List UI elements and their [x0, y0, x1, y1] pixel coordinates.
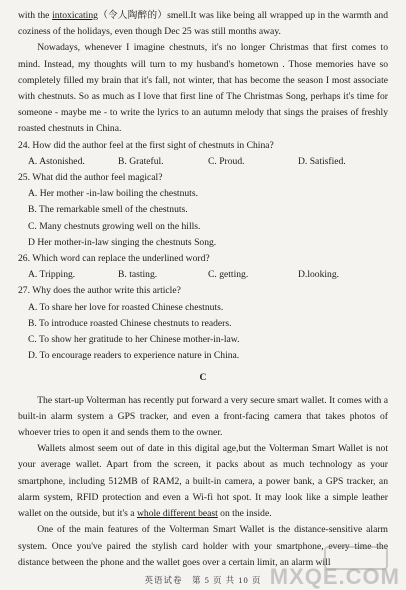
- question-stem: 25. What did the author feel magical?: [18, 172, 163, 184]
- option-b[interactable]: B. The remarkable smell of the chestnuts.: [28, 204, 188, 216]
- option-d[interactable]: D. To encourage readers to experience nature in China.: [28, 350, 240, 362]
- question-26: [18, 251, 388, 283]
- option-d[interactable]: D.looking.: [298, 269, 340, 281]
- section-label: C: [199, 372, 207, 384]
- options-row: [18, 267, 388, 283]
- text-run: （令人陶醉的）smell.It was like being all wrapped up in the warmth and coziness of the holidays, even though Dec 25 was still months away.: [18, 10, 389, 38]
- text-run: Wallets almost seem out of date in this digital age,but the Volterman Smart Wallet is not your average wallet. Apart from the screen, it packs about as much technology as your smartphone, including 512MB of RAM2, a built-in camera, a power bank, a GPS tracker, an alarm system, RFID protection and even a Wi-fi hot spot. It may look like a simple leather wallet on the outside, but it's a: [18, 443, 388, 520]
- option-d[interactable]: D. Satisfied.: [298, 155, 346, 167]
- watermark: MXQE.COM: [269, 564, 400, 589]
- option-a[interactable]: A. To share her love for roasted Chinese chestnuts.: [28, 301, 224, 313]
- option-c[interactable]: C. Many chestnuts growing well on the hills.: [28, 220, 201, 232]
- option-d[interactable]: D Her mother-in-law singing the chestnuts Song.: [28, 236, 217, 248]
- options-row: [18, 154, 388, 170]
- option-a[interactable]: A. Astonished.: [28, 155, 85, 167]
- question-stem: 26. Which word can replace the underlined word?: [18, 253, 210, 265]
- underlined-phrase: whole different beast: [136, 508, 218, 520]
- question-25: [18, 170, 388, 251]
- underlined-word: intoxicating: [52, 10, 98, 21]
- option-b[interactable]: B. tasting.: [118, 269, 158, 281]
- question-stem: 24. How did the author feel at the first sight of chestnuts in China?: [18, 139, 274, 151]
- option-a[interactable]: A. Her mother -in-law boiling the chestnuts.: [28, 188, 198, 200]
- passage-paragraph: Nowadays, whenever I imagine chestnuts, it's no longer Christmas that first comes to mind. Instead, my thoughts will turn to my husband's hometown . Those memories have so completely filled my brain that it's fall, not winter, that has become the season I most associate with chestnuts. So as much as I love that first line of The Christmas Song, perhaps it's time for someone - maybe me - to write the lyrics to an autumn melody that sings the praises of freshly roasted chestnuts in China.: [18, 42, 388, 135]
- text-run: with the: [18, 10, 53, 21]
- text-run: on the inside.: [217, 508, 272, 520]
- page-footer: 英语试卷 第 5 页 共 10 页: [144, 575, 262, 585]
- option-c[interactable]: C. To show her gratitude to her Chinese mother-in-law.: [28, 334, 240, 346]
- question-27: [18, 283, 388, 364]
- question-24: [18, 138, 388, 170]
- passage-paragraph: One of the main features of the Volterman Smart Wallet is the distance-sensitive alarm system. Once you've paired the stylish card holder with your smartphone, every time the distance between the phone and the wallet goes over a certain limit, an alarm will: [18, 524, 388, 568]
- passage-paragraph: [18, 441, 388, 522]
- question-stem: 27. Why does the author write this article?: [18, 285, 181, 297]
- option-c[interactable]: C. getting.: [208, 269, 249, 281]
- passage-paragraph: [18, 8, 388, 40]
- option-b[interactable]: B. Grateful.: [118, 155, 164, 167]
- passage-paragraph: The start-up Volterman has recently put forward a very secure smart wallet. It comes with a built-in alarm system a GPS tracker, and even a front-facing camera that takes photos of whoever tries to open it and sends them to the owner.: [18, 394, 388, 439]
- option-b[interactable]: B. To introduce roasted Chinese chestnuts to readers.: [28, 317, 232, 329]
- option-c[interactable]: C. Proud.: [208, 155, 245, 167]
- option-a[interactable]: A. Tripping.: [28, 269, 76, 281]
